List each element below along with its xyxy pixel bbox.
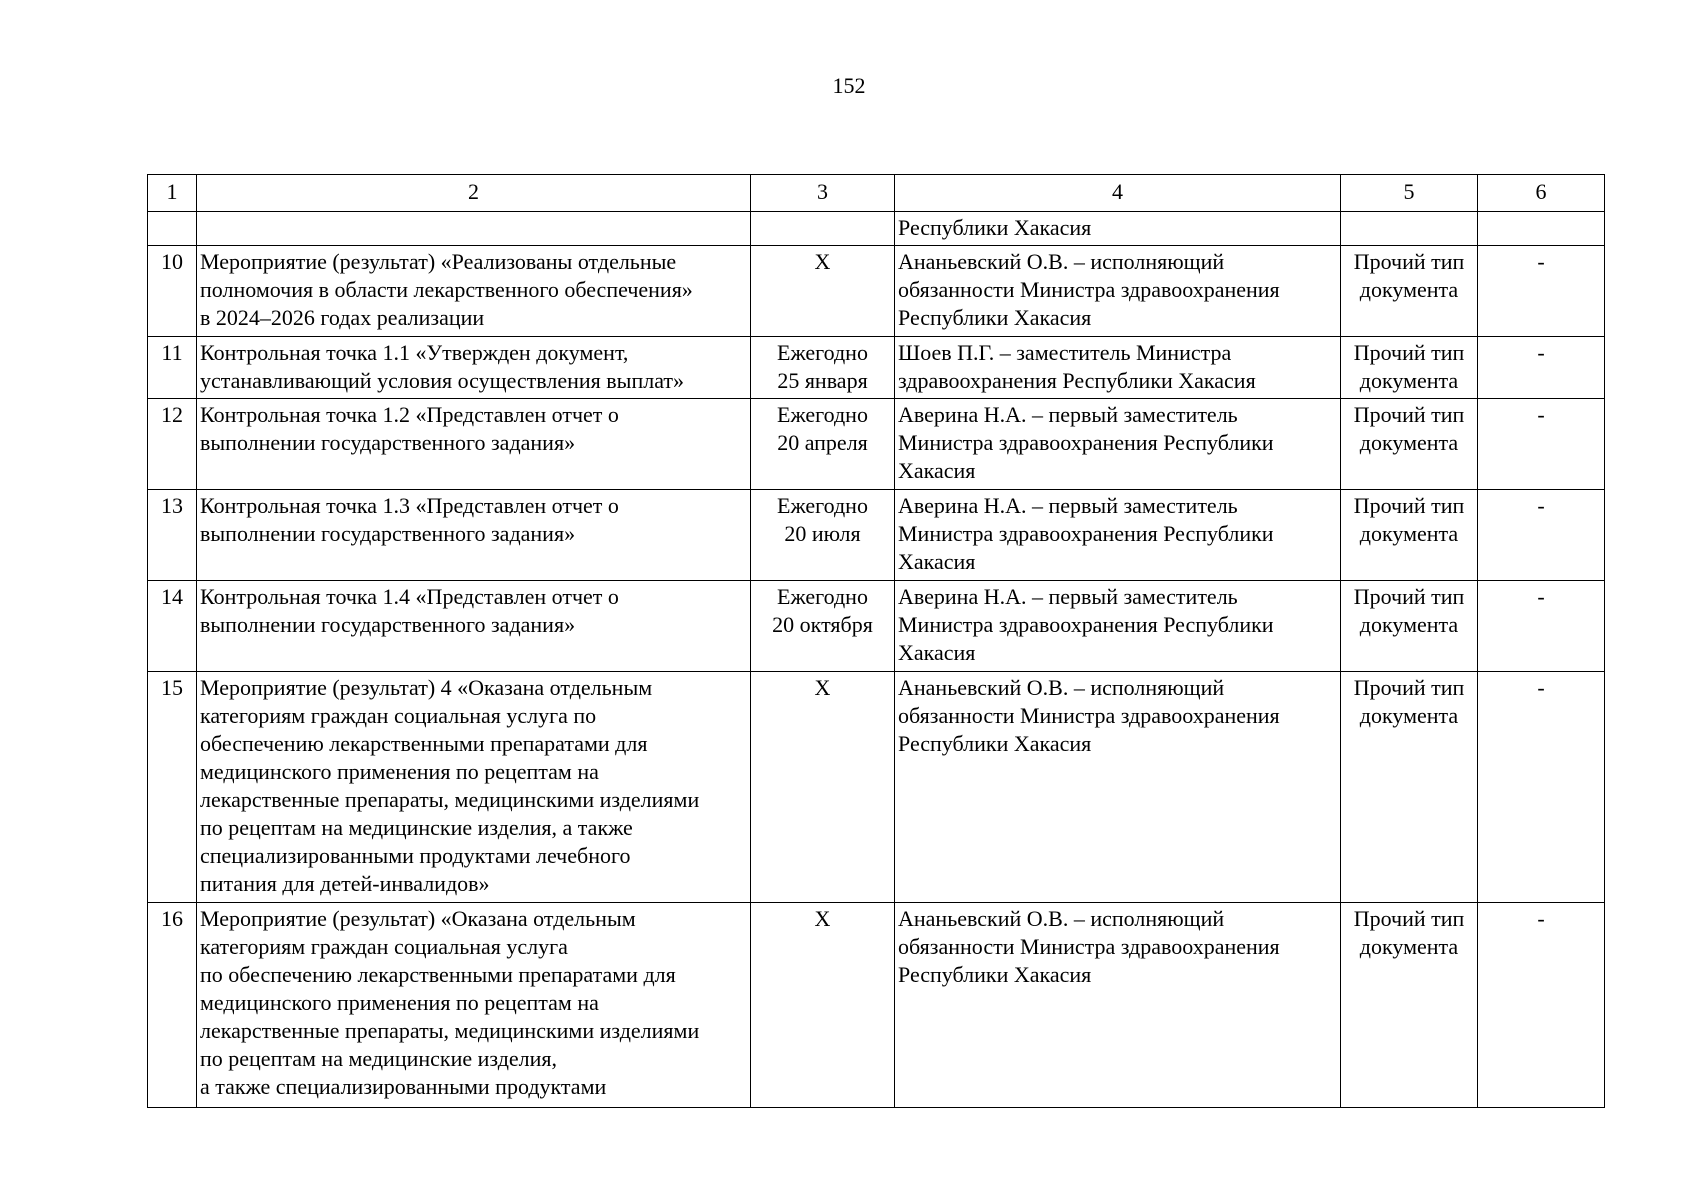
deadline-line: Ежегодно	[777, 493, 868, 518]
cell-deadline	[751, 399, 895, 490]
name-line: а также специализированными продуктами	[200, 1074, 607, 1099]
cell-deadline	[751, 903, 895, 1108]
table-row	[148, 672, 1605, 903]
name-line: медицинского применения по рецептам на	[200, 759, 599, 784]
cell-info-system: -	[1478, 581, 1605, 672]
table-row	[148, 399, 1605, 490]
name-line: лекарственные препараты, медицинскими изделиями	[200, 1018, 700, 1043]
responsible-line: Ананьевский О.В. – исполняющий	[898, 249, 1225, 274]
responsible-line: Министра здравоохранения Республики	[898, 612, 1274, 637]
table-row	[148, 581, 1605, 672]
cell-info-system: -	[1478, 399, 1605, 490]
deadline-line: 20 апреля	[777, 430, 868, 455]
name-line: специализированными продуктами лечебного	[200, 843, 631, 868]
name-line: Мероприятие (результат) «Реализованы отдельные	[200, 249, 677, 274]
doc-type-line: Прочий тип	[1353, 675, 1465, 700]
table-row	[148, 903, 1605, 1108]
cell-name	[197, 581, 751, 672]
responsible-line: Хакасия	[898, 640, 976, 665]
cell-deadline	[751, 672, 895, 903]
cell-responsible	[895, 399, 1341, 490]
name-line: Контрольная точка 1.1 «Утвержден документ,	[200, 340, 629, 365]
deadline-line: 20 июля	[784, 521, 861, 546]
cell-doc-type	[1341, 246, 1478, 337]
cell-responsible: Республики Хакасия	[895, 212, 1341, 246]
cell-number: 11	[148, 337, 197, 399]
continuation-row	[148, 212, 1605, 246]
cell-number: 15	[148, 672, 197, 903]
doc-type-line: документа	[1359, 703, 1459, 728]
responsible-line: обязанности Министра здравоохранения	[898, 934, 1280, 959]
cell-info-system: -	[1478, 490, 1605, 581]
name-line: обеспечению лекарственными препаратами для	[200, 731, 648, 756]
responsible-line: Ананьевский О.В. – исполняющий	[898, 906, 1225, 931]
responsible-line: Аверина Н.А. – первый заместитель	[898, 402, 1238, 427]
cell-responsible	[895, 581, 1341, 672]
name-line: выполнении государственного задания»	[200, 612, 576, 637]
deadline-line: Ежегодно	[777, 402, 868, 427]
responsible-line: Шоев П.Г. – заместитель Министра	[898, 340, 1232, 365]
name-line: Контрольная точка 1.3 «Представлен отчет о	[200, 493, 619, 518]
cell-responsible	[895, 337, 1341, 399]
cell-name	[197, 399, 751, 490]
cell-deadline	[751, 581, 895, 672]
cell-doc-type	[1341, 212, 1478, 246]
responsible-line: Республики Хакасия	[898, 731, 1092, 756]
responsible-line: обязанности Министра здравоохранения	[898, 277, 1280, 302]
cell-deadline	[751, 246, 895, 337]
doc-type-line: документа	[1359, 934, 1459, 959]
doc-type-line: Прочий тип	[1353, 402, 1465, 427]
name-line: лекарственные препараты, медицинскими изделиями	[200, 787, 700, 812]
cell-name	[197, 246, 751, 337]
cell-number: 14	[148, 581, 197, 672]
doc-type-line: документа	[1359, 368, 1459, 393]
cell-info-system	[1478, 212, 1605, 246]
name-line: по рецептам на медицинские изделия, а также	[200, 815, 633, 840]
cell-responsible	[895, 672, 1341, 903]
doc-type-line: Прочий тип	[1353, 584, 1465, 609]
responsible-line: обязанности Министра здравоохранения	[898, 703, 1280, 728]
cell-responsible	[895, 903, 1341, 1108]
name-line: полномочия в области лекарственного обеспечения»	[200, 277, 693, 302]
header-col-1: 1	[148, 175, 197, 212]
name-line: медицинского применения по рецептам на	[200, 990, 599, 1015]
cell-number: 13	[148, 490, 197, 581]
name-line: в 2024–2026 годах реализации	[200, 305, 485, 330]
table-row	[148, 246, 1605, 337]
doc-type-line: Прочий тип	[1353, 493, 1465, 518]
responsible-line: Республики Хакасия	[898, 962, 1092, 987]
cell-deadline	[751, 490, 895, 581]
cell-deadline	[751, 337, 895, 399]
name-line: по обеспечению лекарственными препаратами для	[200, 962, 676, 987]
cell-doc-type	[1341, 581, 1478, 672]
responsible-line: Министра здравоохранения Республики	[898, 521, 1274, 546]
header-col-2: 2	[197, 175, 751, 212]
responsible-line: Ананьевский О.В. – исполняющий	[898, 675, 1225, 700]
doc-type-line: документа	[1359, 521, 1459, 546]
cell-number: 12	[148, 399, 197, 490]
header-col-3: 3	[751, 175, 895, 212]
cell-number: 16	[148, 903, 197, 1108]
deadline-line: Ежегодно	[777, 340, 868, 365]
cell-responsible	[895, 246, 1341, 337]
cell-doc-type	[1341, 399, 1478, 490]
doc-type-line: Прочий тип	[1353, 340, 1465, 365]
name-line: выполнении государственного задания»	[200, 521, 576, 546]
doc-type-line: документа	[1359, 430, 1459, 455]
cell-responsible	[895, 490, 1341, 581]
responsible-line: Хакасия	[898, 458, 976, 483]
header-row	[148, 175, 1605, 212]
responsible-line: Аверина Н.А. – первый заместитель	[898, 584, 1238, 609]
doc-type-line: Прочий тип	[1353, 906, 1465, 931]
deadline-line: Ежегодно	[777, 584, 868, 609]
cell-number	[148, 212, 197, 246]
name-line: выполнении государственного задания»	[200, 430, 576, 455]
cell-doc-type	[1341, 672, 1478, 903]
cell-doc-type	[1341, 490, 1478, 581]
table-row	[148, 490, 1605, 581]
deadline-line: 25 января	[777, 368, 868, 393]
deadline-line: X	[814, 906, 831, 931]
header-col-5: 5	[1341, 175, 1478, 212]
cell-number: 10	[148, 246, 197, 337]
deadline-line: 20 октября	[772, 612, 873, 637]
name-line: Мероприятие (результат) 4 «Оказана отдельным	[200, 675, 653, 700]
cell-name	[197, 903, 751, 1108]
cell-doc-type	[1341, 903, 1478, 1108]
cell-name	[197, 212, 751, 246]
deadline-line: X	[814, 675, 831, 700]
name-line: категориям граждан социальная услуга	[200, 934, 568, 959]
cell-info-system: -	[1478, 337, 1605, 399]
name-line: по рецептам на медицинские изделия,	[200, 1046, 558, 1071]
cell-name	[197, 672, 751, 903]
responsible-line: Аверина Н.А. – первый заместитель	[898, 493, 1238, 518]
name-line: Мероприятие (результат) «Оказана отдельным	[200, 906, 636, 931]
cell-info-system: -	[1478, 903, 1605, 1108]
responsible-line: здравоохранения Республики Хакасия	[898, 368, 1256, 393]
cell-info-system: -	[1478, 672, 1605, 903]
name-line: категориям граждан социальная услуга по	[200, 703, 597, 728]
cell-deadline	[751, 212, 895, 246]
responsible-line: Республики Хакасия	[898, 305, 1092, 330]
responsible-line: Хакасия	[898, 549, 976, 574]
doc-type-line: документа	[1359, 277, 1459, 302]
name-line: Контрольная точка 1.4 «Представлен отчет о	[200, 584, 619, 609]
doc-type-line: Прочий тип	[1353, 249, 1465, 274]
name-line: Контрольная точка 1.2 «Представлен отчет о	[200, 402, 619, 427]
name-line: устанавливающий условия осуществления выплат»	[200, 368, 684, 393]
deadline-line: X	[814, 249, 831, 274]
cell-doc-type	[1341, 337, 1478, 399]
doc-type-line: документа	[1359, 612, 1459, 637]
cell-name	[197, 337, 751, 399]
name-line: питания для детей-инвалидов»	[200, 871, 490, 896]
header-col-4: 4	[895, 175, 1341, 212]
document-table	[147, 174, 1605, 1108]
responsible-line: Министра здравоохранения Республики	[898, 430, 1274, 455]
cell-name	[197, 490, 751, 581]
page-number: 152	[832, 73, 866, 98]
cell-info-system: -	[1478, 246, 1605, 337]
header-col-6: 6	[1478, 175, 1605, 212]
table-row	[148, 337, 1605, 399]
